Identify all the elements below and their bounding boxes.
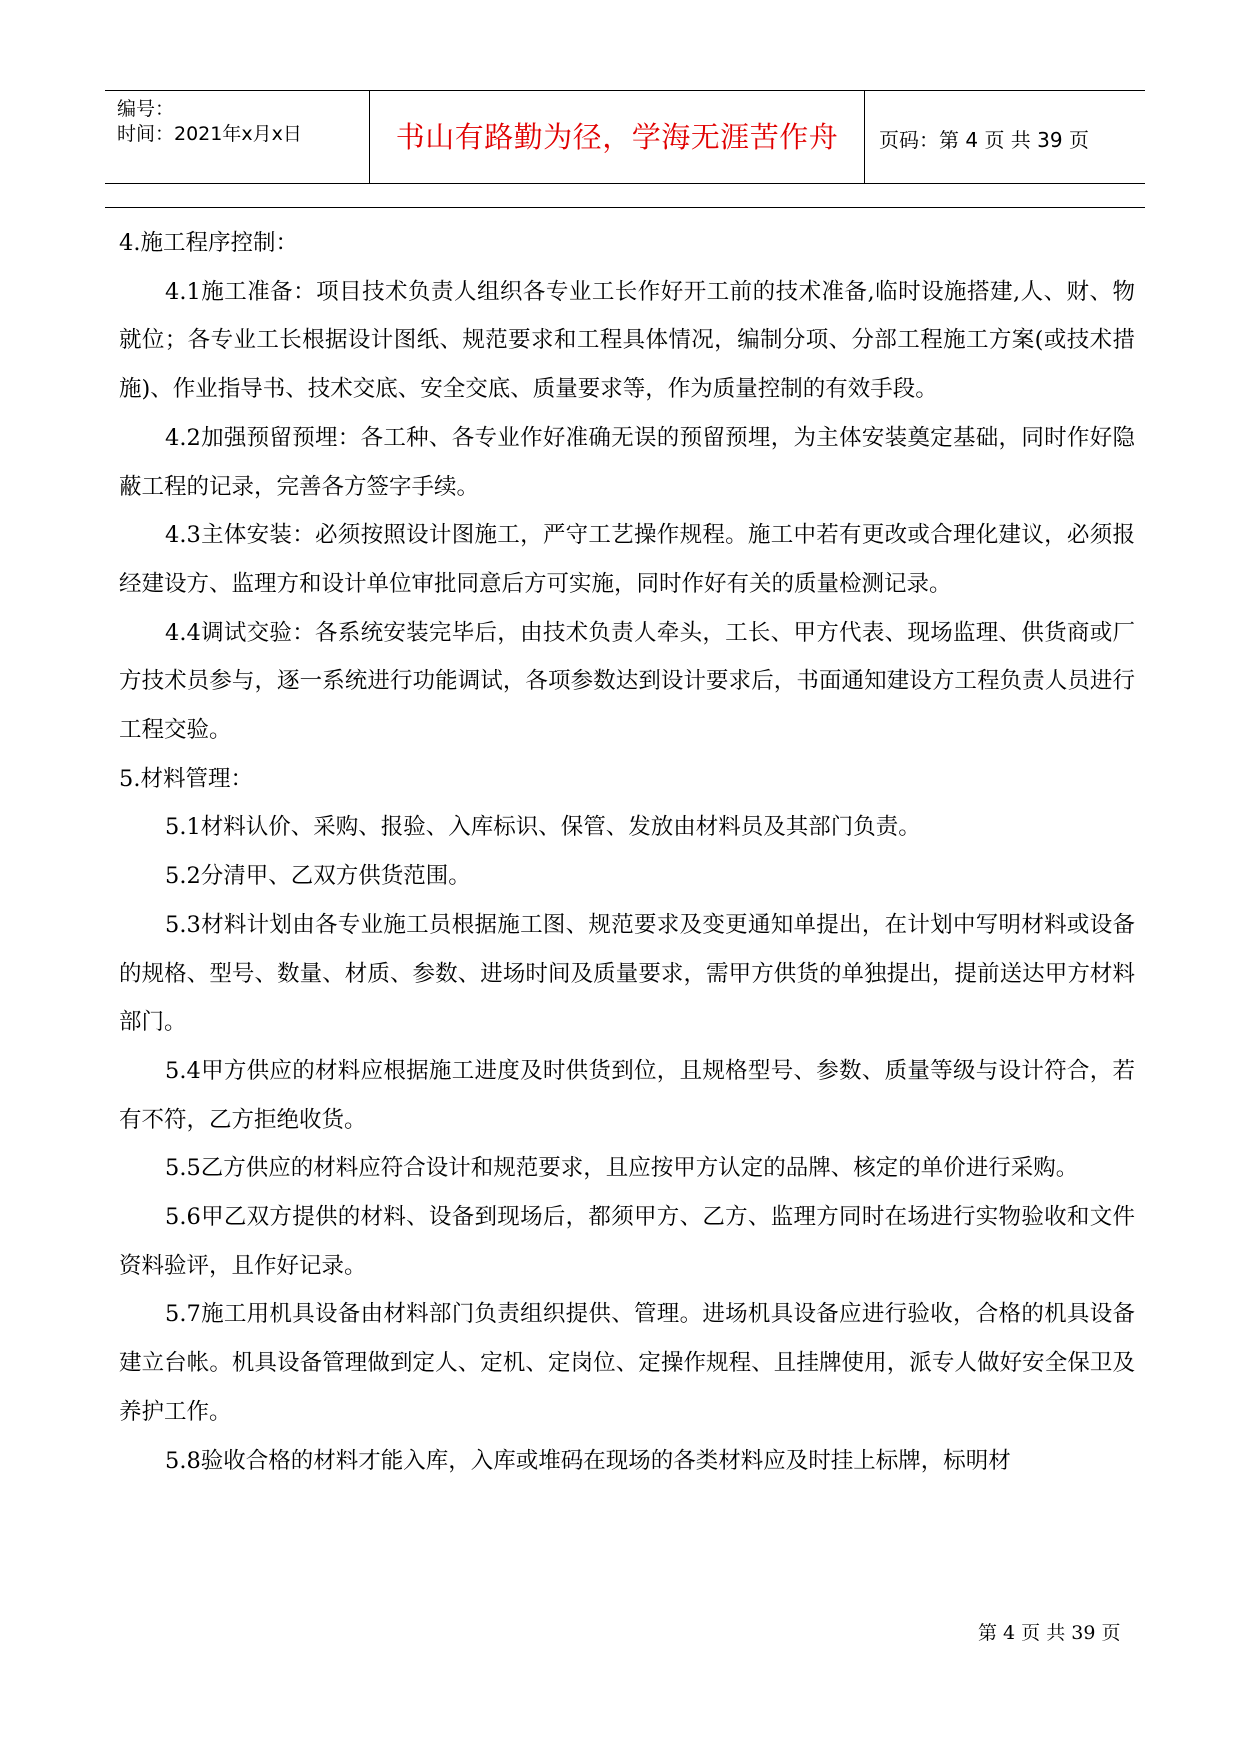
paragraph: 5.5乙方供应的材料应符合设计和规范要求，且应按甲方认定的品牌、核定的单价进行采购。 [165,1155,1079,1182]
paragraph: 5.2分清甲、乙双方供货范围。 [165,863,471,890]
header-page-cell [865,91,1145,183]
page-footer: 第 4 页 共 39 页 [978,1622,1121,1644]
header-divider [105,207,1145,208]
paragraph: 5.6甲乙双方提供的材料、设备到现场后，都须甲方、乙方、监理方同时在场进行实物验收和文件资料验评，且作好记录。 [119,1204,1135,1279]
paragraph: 5.3材料计划由各专业施工员根据施工图、规范要求及变更通知单提出，在计划中写明材料或设备的规格、型号、数量、材质、参数、进场时间及质量要求，需甲方供货的单独提出，提前送达甲方材料部门。 [119,911,1135,1036]
header-meta-cell [105,91,370,183]
document-header [105,90,1145,184]
document-number-label: 编号： [117,98,175,120]
paragraph: 4.1施工准备：项目技术负责人组织各专业工长作好开工前的技术准备,临时设施搭建,人、财、物就位；各专业工长根据设计图纸、规范要求和工程具体情况，编制分项、分部工程施工方案(或技术措施)、作业指导书、技术交底、安全交底、质量要求等，作为质量控制的有效手段。 [119,278,1135,403]
paragraph: 4.4调试交验：各系统安装完毕后，由技术负责人牵头，工长、甲方代表、现场监理、供货商或厂方技术员参与，逐一系统进行功能调试，各项参数达到设计要求后，书面通知建设方工程负责人员进行工程交验。 [119,619,1135,744]
section-heading: 5.材料管理： [119,765,253,792]
paragraph: 5.7施工用机具设备由材料部门负责组织提供、管理。进场机具设备应进行验收，合格的机具设备建立台帐。机具设备管理做到定人、定机、定岗位、定操作规程、且挂牌使用，派专人做好安全保卫及养护工作。 [119,1301,1135,1425]
section-heading: 4.施工程序控制： [119,230,298,256]
header-page-info: 页码：第 4 页 共 39 页 [879,128,1089,152]
header-motto-cell [370,91,865,183]
paragraph: 5.8验收合格的材料才能入库，入库或堆码在现场的各类材料应及时挂上标牌，标明材 [165,1447,1011,1474]
paragraph: 4.2加强预留预埋：各工种、各专业作好准确无误的预留预埋，为主体安装奠定基础，同时作好隐蔽工程的记录，完善各方签字手续。 [119,424,1135,500]
header-motto: 书山有路勤为径，学海无涯苦作舟 [395,120,839,154]
document-body [119,219,1135,1485]
document-time-label: 时间：2021年x月x日 [117,123,302,145]
paragraph: 5.4甲方供应的材料应根据施工进度及时供货到位，且规格型号、参数、质量等级与设计符合，若有不符，乙方拒绝收货。 [119,1057,1135,1133]
paragraph: 4.3主体安装：必须按照设计图施工，严守工艺操作规程。施工中若有更改或合理化建议，必须报经建设方、监理方和设计单位审批同意后方可实施，同时作好有关的质量检测记录。 [119,522,1135,597]
paragraph: 5.1材料认价、采购、报验、入库标识、保管、发放由材料员及其部门负责。 [165,814,921,841]
